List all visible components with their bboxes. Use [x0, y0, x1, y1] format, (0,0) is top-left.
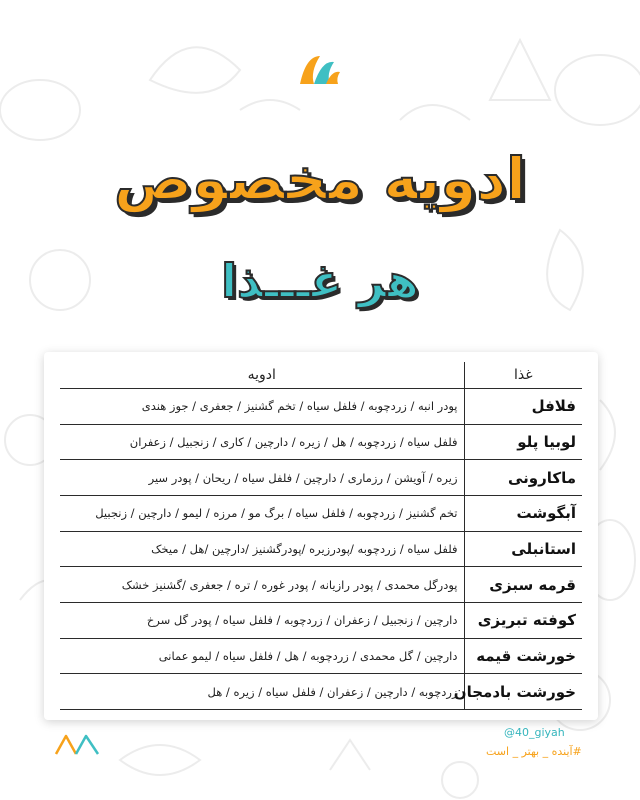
food-name: آبگوشت: [464, 495, 582, 531]
table-header-row: [60, 362, 582, 389]
spice-list: پودرگل محمدی / پودر رازیانه / پودر غوره / تره / جعفری /گشنیز خشک: [60, 567, 464, 603]
column-header-spices: ادویه: [60, 362, 464, 389]
spice-list: فلفل سیاه / زردچوبه / هل / زیره / دارچین / کاری / زنجبیل / زعفران: [60, 424, 464, 460]
spice-list: دارچین / گل محمدی / زردچوبه / هل / فلفل سیاه / لیمو عمانی: [60, 638, 464, 674]
spice-list: زردچوبه / دارچین / زعفران / فلفل سیاه / زیره / هل: [60, 674, 464, 710]
table-row: [60, 531, 582, 567]
spice-list: دارچین / زنجبیل / زعفران / زردچوبه / فلفل سیاه / پودر گل سرخ: [60, 602, 464, 638]
instagram-handle: @40_giyah: [504, 726, 565, 739]
table-row: [60, 424, 582, 460]
food-name: لوبیا پلو: [464, 424, 582, 460]
spice-list: پودر انبه / زردچوبه / فلفل سیاه / تخم گشنیز / جعفری / جوز هندی: [60, 389, 464, 425]
table-row: [60, 495, 582, 531]
table-row: [60, 567, 582, 603]
page-title: ادویه مخصوص: [113, 145, 527, 213]
table-row: [60, 389, 582, 425]
food-name: ماکارونی: [464, 460, 582, 496]
slogan-hashtag: #آینده _ بهتر _ است: [486, 745, 582, 758]
zigzag-logo-icon: [54, 732, 104, 758]
table-row: [60, 602, 582, 638]
food-name: خورشت بادمجان: [464, 674, 582, 710]
spice-table: [60, 362, 582, 710]
column-header-food: غذا: [464, 362, 582, 389]
table-row: [60, 460, 582, 496]
food-name: قرمه سبزی: [464, 567, 582, 603]
food-name: خورشت قیمه: [464, 638, 582, 674]
food-name: فلافل: [464, 389, 582, 425]
page-subtitle: هر غـــذا: [221, 254, 419, 308]
spice-list: فلفل سیاه / زردچوبه /پودرزیره /پودرگشنیز /دارچین /هل / میخک: [60, 531, 464, 567]
table-row: [60, 674, 582, 710]
spice-table-card: [44, 352, 598, 720]
spice-list: زیره / آویشن / رزماری / دارچین / فلفل سیاه / ریحان / پودر سیر: [60, 460, 464, 496]
brand-logo: [296, 50, 344, 90]
table-row: [60, 638, 582, 674]
food-name: کوفته تبریزی: [464, 602, 582, 638]
food-name: استانبلی: [464, 531, 582, 567]
spice-list: تخم گشنیز / زردچوبه / فلفل سیاه / برگ مو / مرزه / لیمو / دارچین / زنجبیل: [60, 495, 464, 531]
